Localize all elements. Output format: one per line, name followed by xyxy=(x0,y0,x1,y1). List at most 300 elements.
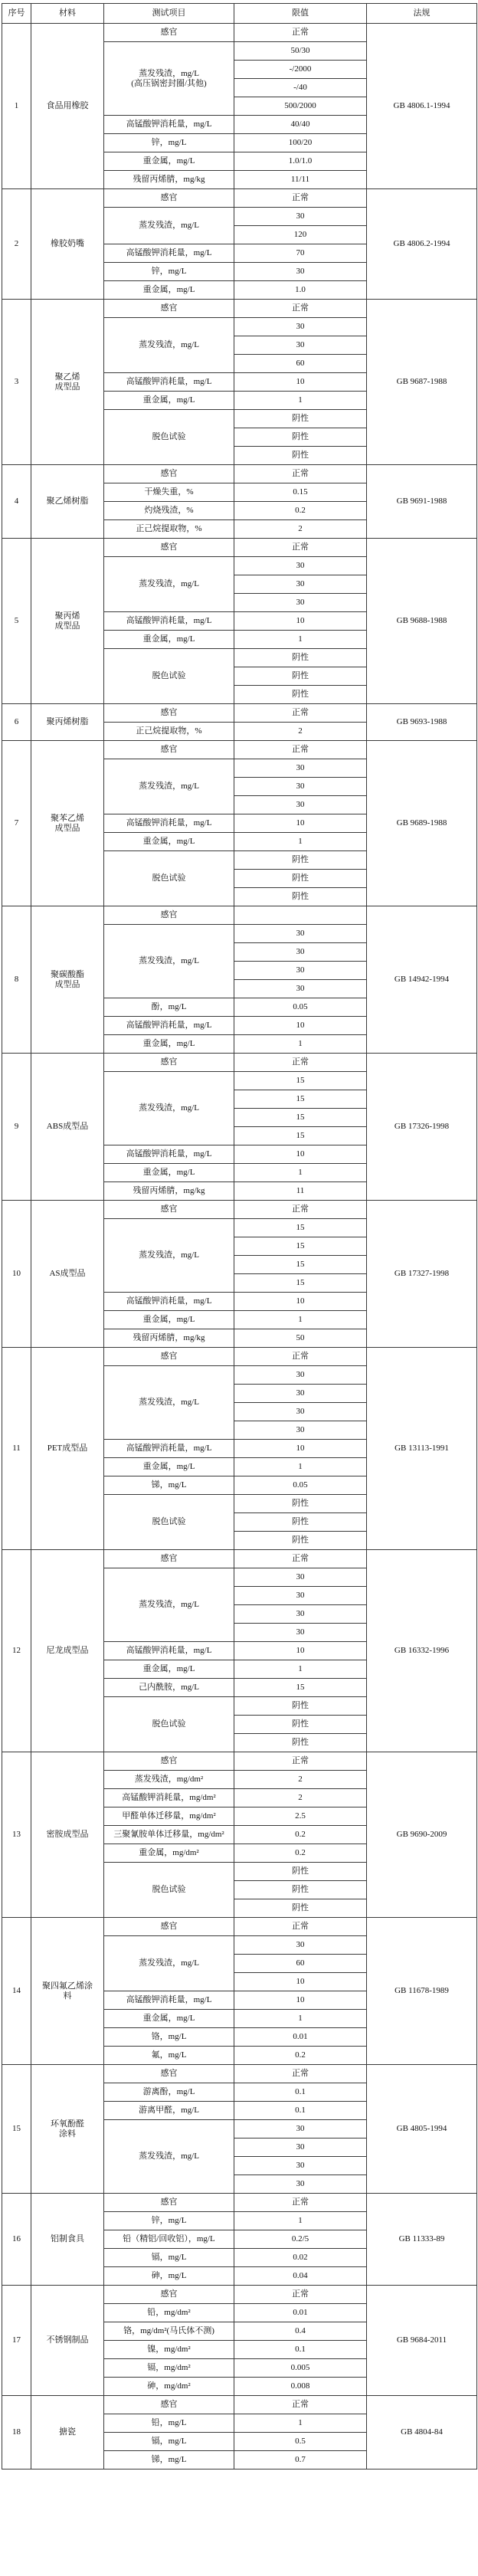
limit-value: 正常 xyxy=(234,1348,367,1366)
table-row xyxy=(2,465,477,483)
limit-value: 30 xyxy=(234,759,367,778)
limit-value: 1.0/1.0 xyxy=(234,152,367,171)
material-name: 聚乙烯 成型品 xyxy=(31,300,104,465)
limit-value: 正常 xyxy=(234,1054,367,1072)
limit-value: 2 xyxy=(234,1771,367,1789)
material-name: 聚乙烯树脂 xyxy=(31,465,104,539)
test-item: 蒸发残渣，mg/L (高压锅密封圈/其他) xyxy=(104,42,234,116)
regulation-code: GB 13113-1991 xyxy=(367,1348,477,1550)
limit-value: 正常 xyxy=(234,1550,367,1568)
table-row xyxy=(2,1918,477,1936)
limit-value: 50 xyxy=(234,1329,367,1348)
test-item: 蒸发残渣，mg/L xyxy=(104,1072,234,1145)
limit-value: 30 xyxy=(234,2157,367,2175)
material-name: AS成型品 xyxy=(31,1201,104,1348)
limit-value: 阴性 xyxy=(234,1697,367,1716)
limit-value: 30 xyxy=(234,778,367,796)
limit-value: 10 xyxy=(234,1440,367,1458)
limit-value: 正常 xyxy=(234,741,367,759)
test-item: 游离甲醛，mg/L xyxy=(104,2102,234,2120)
test-item: 重金属，mg/L xyxy=(104,1164,234,1182)
test-item: 蒸发残渣，mg/dm² xyxy=(104,1771,234,1789)
limit-value: 0.2 xyxy=(234,1844,367,1863)
limit-value: 70 xyxy=(234,244,367,263)
header-number: 序号 xyxy=(2,4,31,24)
limit-value: 阴性 xyxy=(234,1734,367,1752)
section-number: 5 xyxy=(2,539,31,704)
test-item: 铅，mg/L xyxy=(104,2414,234,2433)
limit-value: 0.2/5 xyxy=(234,2230,367,2249)
test-item: 重金属，mg/L xyxy=(104,631,234,649)
table-row xyxy=(2,2194,477,2212)
regulation-code: GB 9689-1988 xyxy=(367,741,477,906)
limit-value: 30 xyxy=(234,2120,367,2138)
test-item: 铬，mg/L xyxy=(104,2028,234,2047)
limit-value: -/40 xyxy=(234,79,367,97)
limit-value: 30 xyxy=(234,1568,367,1587)
test-item: 高锰酸钾消耗量，mg/L xyxy=(104,1145,234,1164)
regulation-code: GB 4806.1-1994 xyxy=(367,24,477,189)
limit-value: 30 xyxy=(234,2175,367,2194)
limit-value: 15 xyxy=(234,1274,367,1293)
test-item: 感官 xyxy=(104,1550,234,1568)
limit-value: 1 xyxy=(234,392,367,410)
limit-value: 1 xyxy=(234,1035,367,1054)
limit-value: 30 xyxy=(234,575,367,594)
limit-value: 30 xyxy=(234,943,367,962)
limit-value: -/2000 xyxy=(234,61,367,79)
test-item: 锑，mg/L xyxy=(104,1476,234,1495)
table-row xyxy=(2,1752,477,1771)
test-item: 蒸发残渣，mg/L xyxy=(104,1219,234,1293)
limit-value: 0.1 xyxy=(234,2341,367,2359)
test-item: 高锰酸钾消耗量，mg/L xyxy=(104,814,234,833)
limit-value: 120 xyxy=(234,226,367,244)
test-item: 锌，mg/L xyxy=(104,2212,234,2230)
test-item: 感官 xyxy=(104,1348,234,1366)
test-item: 灼烧残渣，% xyxy=(104,502,234,520)
limit-value: 正常 xyxy=(234,1201,367,1219)
test-item: 蒸发残渣，mg/L xyxy=(104,557,234,612)
test-item: 高锰酸钾消耗量，mg/L xyxy=(104,244,234,263)
limit-value: 0.01 xyxy=(234,2304,367,2322)
table-row xyxy=(2,2286,477,2304)
limit-value: 0.005 xyxy=(234,2359,367,2378)
limit-value: 40/40 xyxy=(234,116,367,134)
test-item: 蒸发残渣，mg/L xyxy=(104,2120,234,2194)
limit-value: 10 xyxy=(234,1642,367,1660)
limit-value: 60 xyxy=(234,1955,367,1973)
table-body xyxy=(2,24,477,2469)
limit-value: 阴性 xyxy=(234,1716,367,1734)
test-item: 脱色试验 xyxy=(104,1495,234,1550)
test-item: 感官 xyxy=(104,189,234,208)
test-item: 重金属，mg/L xyxy=(104,1311,234,1329)
test-item: 重金属，mg/L xyxy=(104,1458,234,1476)
limit-value: 30 xyxy=(234,1385,367,1403)
limit-value: 0.01 xyxy=(234,2028,367,2047)
test-item: 重金属，mg/L xyxy=(104,2010,234,2028)
material-name: PET成型品 xyxy=(31,1348,104,1550)
material-name: 搪瓷 xyxy=(31,2396,104,2469)
limit-value xyxy=(234,906,367,925)
test-item: 蒸发残渣，mg/L xyxy=(104,925,234,998)
limit-value: 阴性 xyxy=(234,1863,367,1881)
limit-value: 30 xyxy=(234,318,367,336)
regulation-code: GB 9690-2009 xyxy=(367,1752,477,1918)
regulation-code: GB 17327-1998 xyxy=(367,1201,477,1348)
test-item: 铅，mg/dm² xyxy=(104,2304,234,2322)
test-item: 高锰酸钾消耗量，mg/L xyxy=(104,1293,234,1311)
test-item: 重金属，mg/L xyxy=(104,392,234,410)
food-contact-test-table xyxy=(2,3,477,2469)
test-item: 锌，mg/L xyxy=(104,134,234,152)
section-number: 10 xyxy=(2,1201,31,1348)
limit-value: 1 xyxy=(234,2414,367,2433)
test-item: 重金属，mg/L xyxy=(104,1035,234,1054)
test-item: 感官 xyxy=(104,1752,234,1771)
section-number: 12 xyxy=(2,1550,31,1752)
regulation-code: GB 14942-1994 xyxy=(367,906,477,1054)
test-item: 高锰酸钾消耗量，mg/L xyxy=(104,116,234,134)
limit-value: 阴性 xyxy=(234,1513,367,1532)
limit-value: 阴性 xyxy=(234,888,367,906)
limit-value: 10 xyxy=(234,1991,367,2010)
test-item: 感官 xyxy=(104,2194,234,2212)
test-item: 重金属，mg/dm² xyxy=(104,1844,234,1863)
limit-value: 阴性 xyxy=(234,870,367,888)
limit-value: 10 xyxy=(234,1145,367,1164)
material-name: 聚四氟乙烯涂 料 xyxy=(31,1918,104,2065)
regulation-code: GB 4806.2-1994 xyxy=(367,189,477,300)
limit-value: 30 xyxy=(234,208,367,226)
limit-value: 1 xyxy=(234,1164,367,1182)
limit-value: 阴性 xyxy=(234,1899,367,1918)
header-material: 材料 xyxy=(31,4,104,24)
table-row xyxy=(2,2396,477,2414)
test-item: 砷，mg/L xyxy=(104,2267,234,2286)
test-item: 感官 xyxy=(104,2065,234,2083)
section-number: 2 xyxy=(2,189,31,300)
limit-value: 正常 xyxy=(234,24,367,42)
material-name: 食品用橡胶 xyxy=(31,24,104,189)
limit-value: 10 xyxy=(234,1017,367,1035)
limit-value: 30 xyxy=(234,962,367,980)
table-row xyxy=(2,1348,477,1366)
material-name: 尼龙成型品 xyxy=(31,1550,104,1752)
limit-value: 2 xyxy=(234,723,367,741)
limit-value: 10 xyxy=(234,1293,367,1311)
limit-value: 2.5 xyxy=(234,1807,367,1826)
test-item: 重金属，mg/L xyxy=(104,281,234,300)
test-item: 感官 xyxy=(104,1054,234,1072)
limit-value: 30 xyxy=(234,980,367,998)
test-item: 感官 xyxy=(104,300,234,318)
limit-value: 30 xyxy=(234,2138,367,2157)
test-item: 镉，mg/L xyxy=(104,2249,234,2267)
table-row xyxy=(2,906,477,925)
test-item: 正己烷提取物，% xyxy=(104,723,234,741)
regulation-code: GB 4805-1994 xyxy=(367,2065,477,2194)
table-row xyxy=(2,1201,477,1219)
test-item: 镉，mg/dm² xyxy=(104,2359,234,2378)
test-item: 高锰酸钾消耗量，mg/L xyxy=(104,1440,234,1458)
test-item: 重金属，mg/L xyxy=(104,152,234,171)
test-item: 感官 xyxy=(104,539,234,557)
limit-value: 0.2 xyxy=(234,2047,367,2065)
limit-value: 50/30 xyxy=(234,42,367,61)
section-number: 15 xyxy=(2,2065,31,2194)
limit-value: 1 xyxy=(234,631,367,649)
material-name: 聚苯乙烯 成型品 xyxy=(31,741,104,906)
header-limit: 限值 xyxy=(234,4,367,24)
limit-value: 15 xyxy=(234,1679,367,1697)
material-name: 环氧酚醛 涂料 xyxy=(31,2065,104,2194)
limit-value: 0.008 xyxy=(234,2378,367,2396)
test-item: 感官 xyxy=(104,1918,234,1936)
table-row xyxy=(2,189,477,208)
test-item: 三聚氰胺单体迁移量，mg/dm² xyxy=(104,1826,234,1844)
limit-value: 阴性 xyxy=(234,851,367,870)
limit-value: 阴性 xyxy=(234,410,367,428)
section-number: 7 xyxy=(2,741,31,906)
limit-value: 阴性 xyxy=(234,428,367,447)
test-item: 蒸发残渣，mg/L xyxy=(104,1568,234,1642)
test-item: 甲醛单体迁移量，mg/dm² xyxy=(104,1807,234,1826)
limit-value: 1 xyxy=(234,1660,367,1679)
limit-value: 30 xyxy=(234,1624,367,1642)
table-row xyxy=(2,539,477,557)
limit-value: 1 xyxy=(234,2010,367,2028)
limit-value: 10 xyxy=(234,373,367,392)
test-item: 感官 xyxy=(104,465,234,483)
test-item: 铬，mg/dm²(马氏体不测) xyxy=(104,2322,234,2341)
header-row xyxy=(2,4,477,24)
test-item: 重金属，mg/L xyxy=(104,833,234,851)
limit-value: 0.02 xyxy=(234,2249,367,2267)
test-item: 感官 xyxy=(104,2286,234,2304)
limit-value: 30 xyxy=(234,263,367,281)
regulation-code: GB 4804-84 xyxy=(367,2396,477,2469)
limit-value: 正常 xyxy=(234,189,367,208)
section-number: 1 xyxy=(2,24,31,189)
limit-value: 1 xyxy=(234,2212,367,2230)
test-item: 蒸发残渣，mg/L xyxy=(104,759,234,814)
material-name: 不锈钢制品 xyxy=(31,2286,104,2396)
test-item: 残留丙烯腈，mg/kg xyxy=(104,1182,234,1201)
header-regulation: 法规 xyxy=(367,4,477,24)
test-item: 铅（精铝/回收铝），mg/L xyxy=(104,2230,234,2249)
limit-value: 0.05 xyxy=(234,1476,367,1495)
test-item: 脱色试验 xyxy=(104,1863,234,1918)
limit-value: 正常 xyxy=(234,1918,367,1936)
test-item: 正己烷提取物，% xyxy=(104,520,234,539)
section-number: 17 xyxy=(2,2286,31,2396)
limit-value: 15 xyxy=(234,1109,367,1127)
limit-value: 0.2 xyxy=(234,502,367,520)
limit-value: 正常 xyxy=(234,300,367,318)
test-item: 高锰酸钾消耗量，mg/L xyxy=(104,373,234,392)
regulation-code: GB 9684-2011 xyxy=(367,2286,477,2396)
limit-value: 阴性 xyxy=(234,1495,367,1513)
regulation-code: GB 9693-1988 xyxy=(367,704,477,741)
test-item: 重金属，mg/L xyxy=(104,1660,234,1679)
limit-value: 10 xyxy=(234,814,367,833)
test-item: 砷，mg/dm² xyxy=(104,2378,234,2396)
table-row xyxy=(2,704,477,723)
header-test-item: 测试项目 xyxy=(104,4,234,24)
limit-value: 11 xyxy=(234,1182,367,1201)
limit-value: 阴性 xyxy=(234,686,367,704)
limit-value: 1 xyxy=(234,1458,367,1476)
limit-value: 30 xyxy=(234,336,367,355)
test-item: 感官 xyxy=(104,24,234,42)
limit-value: 30 xyxy=(234,1605,367,1624)
test-item: 高锰酸钾消耗量，mg/dm² xyxy=(104,1789,234,1807)
limit-value: 0.1 xyxy=(234,2102,367,2120)
test-item: 氟，mg/L xyxy=(104,2047,234,2065)
limit-value: 30 xyxy=(234,1936,367,1955)
test-item: 锑，mg/L xyxy=(104,2451,234,2469)
limit-value: 0.05 xyxy=(234,998,367,1017)
limit-value: 30 xyxy=(234,1366,367,1385)
table-row xyxy=(2,1054,477,1072)
limit-value: 15 xyxy=(234,1219,367,1237)
limit-value: 阴性 xyxy=(234,667,367,686)
regulation-code: GB 9688-1988 xyxy=(367,539,477,704)
test-item: 锌，mg/L xyxy=(104,263,234,281)
test-item: 脱色试验 xyxy=(104,851,234,906)
regulation-code: GB 11333-89 xyxy=(367,2194,477,2286)
section-number: 4 xyxy=(2,465,31,539)
limit-value: 2 xyxy=(234,1789,367,1807)
limit-value: 15 xyxy=(234,1072,367,1090)
limit-value: 正常 xyxy=(234,2065,367,2083)
material-name: 密胺成型品 xyxy=(31,1752,104,1918)
section-number: 18 xyxy=(2,2396,31,2469)
test-item: 己内酰胺，mg/L xyxy=(104,1679,234,1697)
section-number: 6 xyxy=(2,704,31,741)
test-item: 蒸发残渣，mg/L xyxy=(104,1936,234,1991)
test-item: 镉，mg/L xyxy=(104,2433,234,2451)
limit-value: 阴性 xyxy=(234,1881,367,1899)
limit-value: 15 xyxy=(234,1090,367,1109)
regulation-code: GB 17326-1998 xyxy=(367,1054,477,1201)
limit-value: 30 xyxy=(234,1403,367,1421)
limit-value: 15 xyxy=(234,1237,367,1256)
section-number: 9 xyxy=(2,1054,31,1201)
section-number: 13 xyxy=(2,1752,31,1918)
limit-value: 阴性 xyxy=(234,649,367,667)
test-item: 干燥失重，% xyxy=(104,483,234,502)
test-item: 脱色试验 xyxy=(104,649,234,704)
test-item: 感官 xyxy=(104,704,234,723)
regulation-code: GB 9687-1988 xyxy=(367,300,477,465)
material-name: 聚丙烯 成型品 xyxy=(31,539,104,704)
test-item: 残留丙烯腈，mg/kg xyxy=(104,1329,234,1348)
limit-value: 0.15 xyxy=(234,483,367,502)
test-item: 高锰酸钾消耗量，mg/L xyxy=(104,1991,234,2010)
limit-value: 0.5 xyxy=(234,2433,367,2451)
test-item: 蒸发残渣，mg/L xyxy=(104,1366,234,1440)
limit-value: 60 xyxy=(234,355,367,373)
limit-value: 100/20 xyxy=(234,134,367,152)
limit-value: 1 xyxy=(234,1311,367,1329)
limit-value: 30 xyxy=(234,1421,367,1440)
regulation-code: GB 11678-1989 xyxy=(367,1918,477,2065)
limit-value: 正常 xyxy=(234,465,367,483)
limit-value: 1.0 xyxy=(234,281,367,300)
limit-value: 2 xyxy=(234,520,367,539)
test-item: 酚，mg/L xyxy=(104,998,234,1017)
regulation-code: GB 9691-1988 xyxy=(367,465,477,539)
section-number: 8 xyxy=(2,906,31,1054)
test-item: 脱色试验 xyxy=(104,1697,234,1752)
section-number: 16 xyxy=(2,2194,31,2286)
material-name: 铝制食具 xyxy=(31,2194,104,2286)
limit-value: 正常 xyxy=(234,539,367,557)
section-number: 11 xyxy=(2,1348,31,1550)
table-row xyxy=(2,300,477,318)
limit-value: 正常 xyxy=(234,2194,367,2212)
limit-value: 阴性 xyxy=(234,447,367,465)
section-number: 14 xyxy=(2,1918,31,2065)
test-item: 高锰酸钾消耗量，mg/L xyxy=(104,1017,234,1035)
material-name: 聚丙烯树脂 xyxy=(31,704,104,741)
material-name: 橡胶奶嘴 xyxy=(31,189,104,300)
section-number: 3 xyxy=(2,300,31,465)
limit-value: 0.7 xyxy=(234,2451,367,2469)
material-name: 聚碳酸酯 成型品 xyxy=(31,906,104,1054)
test-item: 高锰酸钾消耗量，mg/L xyxy=(104,1642,234,1660)
limit-value: 30 xyxy=(234,557,367,575)
limit-value: 正常 xyxy=(234,2286,367,2304)
limit-value: 正常 xyxy=(234,2396,367,2414)
limit-value: 正常 xyxy=(234,704,367,723)
test-item: 感官 xyxy=(104,1201,234,1219)
limit-value: 15 xyxy=(234,1127,367,1145)
limit-value: 0.2 xyxy=(234,1826,367,1844)
limit-value: 10 xyxy=(234,612,367,631)
test-item: 感官 xyxy=(104,2396,234,2414)
limit-value: 30 xyxy=(234,1587,367,1605)
material-name: ABS成型品 xyxy=(31,1054,104,1201)
test-item: 镍，mg/dm² xyxy=(104,2341,234,2359)
limit-value: 阴性 xyxy=(234,1532,367,1550)
table-row xyxy=(2,24,477,42)
test-item: 游离酚，mg/L xyxy=(104,2083,234,2102)
limit-value: 0.1 xyxy=(234,2083,367,2102)
test-item: 脱色试验 xyxy=(104,410,234,465)
limit-value: 11/11 xyxy=(234,171,367,189)
limit-value: 15 xyxy=(234,1256,367,1274)
table-row xyxy=(2,1550,477,1568)
test-item: 感官 xyxy=(104,741,234,759)
limit-value: 10 xyxy=(234,1973,367,1991)
test-item: 残留丙烯腈，mg/kg xyxy=(104,171,234,189)
test-item: 蒸发残渣，mg/L xyxy=(104,318,234,373)
table-header xyxy=(2,4,477,24)
limit-value: 0.4 xyxy=(234,2322,367,2341)
limit-value: 30 xyxy=(234,594,367,612)
test-item: 感官 xyxy=(104,906,234,925)
limit-value: 正常 xyxy=(234,1752,367,1771)
table-row xyxy=(2,2065,477,2083)
test-item: 高锰酸钾消耗量，mg/L xyxy=(104,612,234,631)
limit-value: 1 xyxy=(234,833,367,851)
limit-value: 500/2000 xyxy=(234,97,367,116)
limit-value: 30 xyxy=(234,925,367,943)
